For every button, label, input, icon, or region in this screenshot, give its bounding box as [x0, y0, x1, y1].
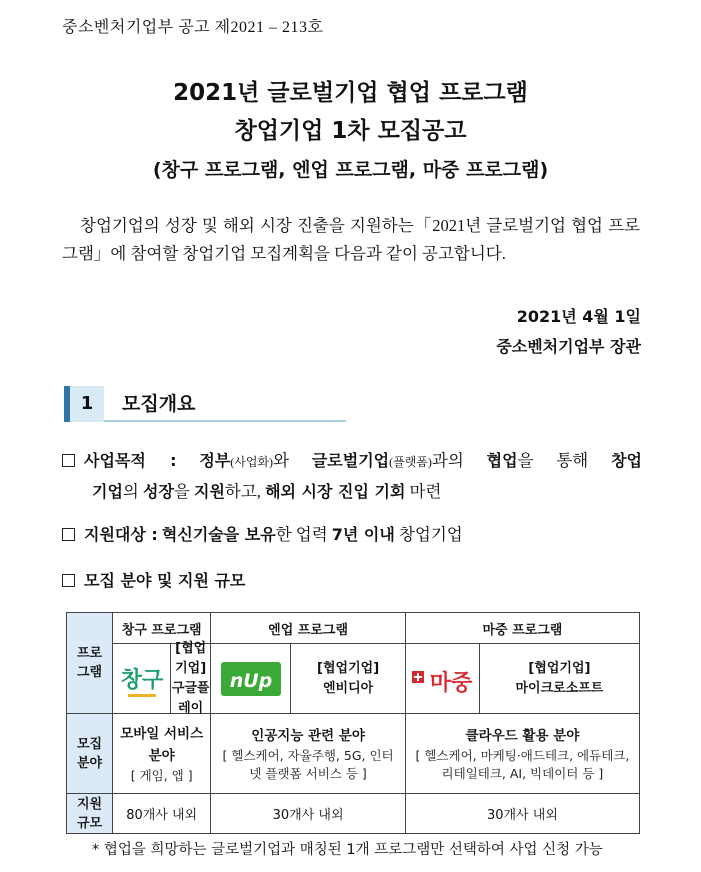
svg-text:마중: 마중 — [430, 670, 473, 696]
scale-cell: 30개사 내외 — [211, 794, 406, 834]
changgu-logo — [113, 644, 171, 713]
scale-cell: 80개사 내외 — [113, 794, 211, 834]
target-item: 지원대상 : 혁신기술을 보유한 업력 7년 이내 창업기업 — [62, 520, 642, 550]
row-header-program: 프로 그램 — [67, 613, 113, 714]
table-row — [67, 644, 640, 714]
scale-cell: 30개사 내외 — [405, 794, 639, 834]
announcement-date: 2021년 4월 1일 — [516, 307, 641, 326]
program-logo-cell: 창구 [협업기업] 구글플레이 — [113, 644, 211, 714]
footnote: * 협업을 희망하는 글로벌기업과 매칭된 1개 프로그램만 선택하여 사업 신청 가능 — [92, 842, 603, 858]
program-logo-cell: 마중 [협업기업] 마이크로소프트 — [405, 644, 639, 714]
issuer: 중소벤처기업부 장관 — [496, 337, 641, 356]
page-title: 2021년 글로벌기업 협업 프로그램 — [173, 80, 528, 106]
svg-text:창구: 창구 — [120, 667, 163, 693]
field-cell: 클라우드 활용 분야 [ 헬스케어, 마케팅·애드테크, 에듀테크, 리테일테크, AI, 빅데이터 등 ] — [405, 714, 639, 794]
intro-paragraph: 창업기업의 성장 및 해외 시장 진출을 지원하는「2021년 글로벌기업 협업 프로그램」에 참여할 창업기업 모집계획을 다음과 같이 공고합니다. — [62, 216, 640, 263]
section-header — [64, 386, 346, 422]
notice-number: 중소벤처기업부 공고 제2021 – 213호 — [62, 19, 324, 36]
program-name: 엔업 프로그램 — [211, 613, 406, 644]
row-header-field: 모집 분야 — [67, 714, 113, 794]
section-title: 모집개요 — [122, 393, 196, 415]
scope-heading: 모집 분야 및 지원 규모 — [62, 566, 642, 596]
program-list-title: (창구 프로그램, 엔업 프로그램, 마중 프로그램) — [152, 159, 549, 181]
table-row — [67, 794, 640, 834]
purpose-item — [62, 446, 642, 507]
majung-logo — [406, 644, 480, 713]
table-row — [67, 613, 640, 644]
field-cell: 모바일 서비스 분야 [ 게임, 앱 ] — [113, 714, 211, 794]
table-row — [67, 714, 640, 794]
checkbox-icon — [62, 574, 75, 587]
partner-name: 마이크로소프트 — [515, 680, 604, 696]
program-name: 창구 프로그램 — [113, 613, 211, 644]
page-subtitle: 창업기업 1차 모집공고 — [234, 118, 467, 144]
partner-name: 구글플레이 — [171, 680, 210, 716]
nup-logo — [211, 644, 291, 713]
checkbox-icon — [62, 528, 75, 541]
checkbox-icon — [62, 454, 75, 467]
partner-name: 엔비디아 — [322, 680, 374, 696]
program-table — [66, 612, 640, 834]
svg-text:nUp: nUp — [229, 669, 273, 692]
row-header-scale: 지원 규모 — [67, 794, 113, 834]
section-number: 1 — [64, 386, 104, 422]
program-logo-cell: nUp [협업기업] 엔비디아 — [211, 644, 406, 714]
purpose-line1: 사업목적 : 정부(사업화)와 글로벌기업(플랫폼)과의 협업을 통해 창업 — [62, 446, 642, 477]
field-cell: 인공지능 관련 분야 [ 헬스케어, 자율주행, 5G, 인터넷 플랫폼 서비스 등 ] — [211, 714, 406, 794]
program-name: 마중 프로그램 — [405, 613, 639, 644]
purpose-line2: 기업의 성장을 지원하고, 해외 시장 진입 기회 마련 — [92, 482, 442, 501]
